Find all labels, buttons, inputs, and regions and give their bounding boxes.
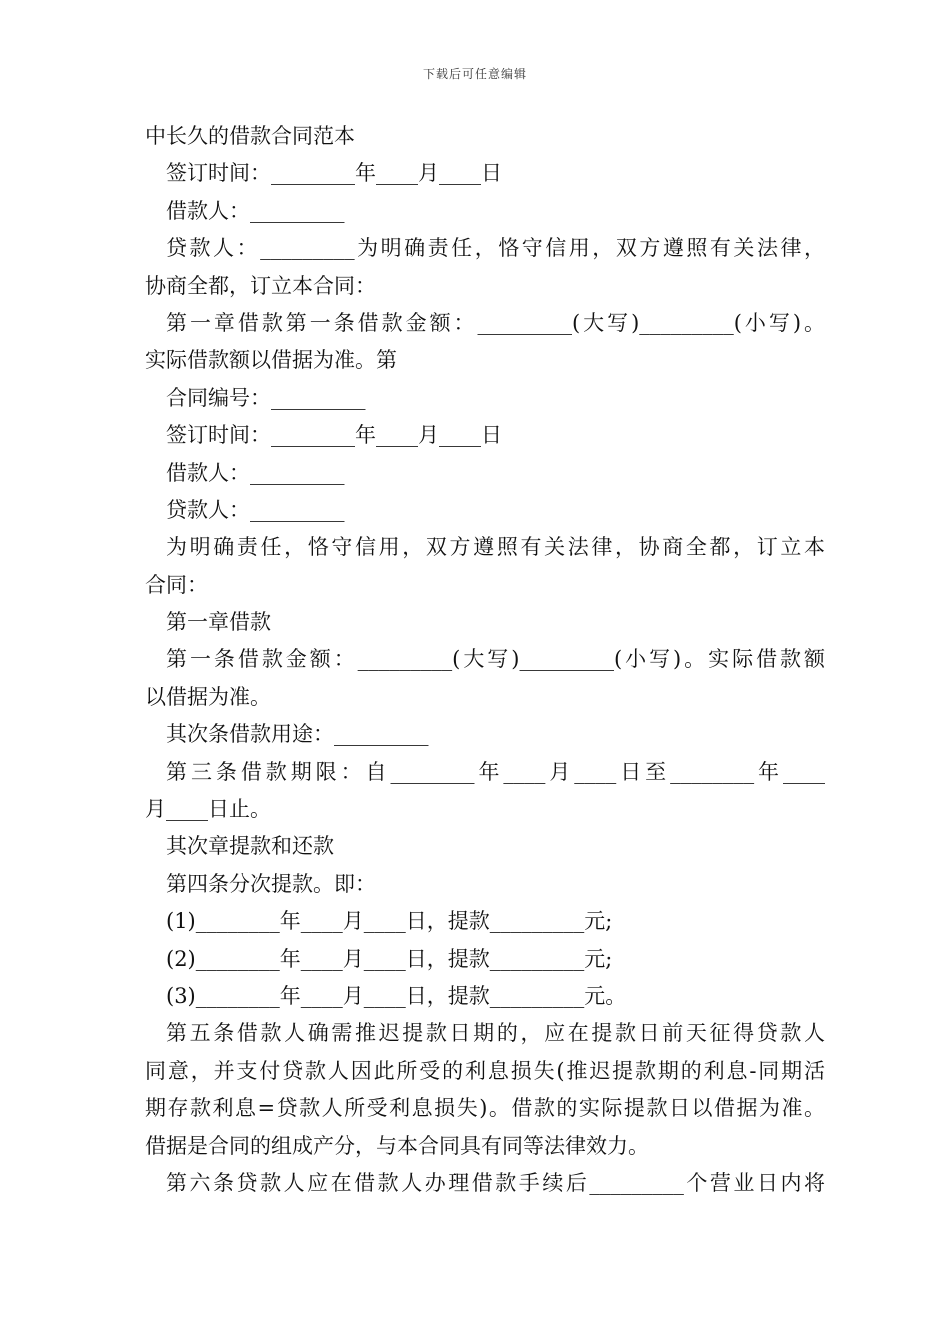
contract-body — [145, 118, 825, 1202]
contract-line: 贷款人：_________为明确责任，恪守信用，双方遵照有关法律， — [166, 236, 825, 261]
contract-line: 借款人：_________ — [166, 198, 345, 223]
contract-line: (3)________年____月____日，提款_________元。 — [166, 983, 627, 1008]
contract-line: 实际借款额以借据为准。第 — [145, 348, 397, 373]
contract-line: 第四条分次提款。即： — [166, 871, 376, 896]
contract-line: 签订时间：________年____月____日 — [166, 161, 502, 186]
contract-line: 贷款人：_________ — [166, 497, 345, 522]
contract-line: 期存款利息=贷款人所受利息损失)。借款的实际提款日以借据为准。 — [145, 1096, 825, 1121]
contract-line: 第三条借款期限：自________年____月____日至________年____ — [166, 759, 825, 784]
contract-line: 借据是合同的组成产分，与本合同具有同等法律效力。 — [145, 1133, 649, 1158]
contract-line: 签订时间：________年____月____日 — [166, 423, 502, 448]
page-header: 下载后可任意编辑 — [422, 67, 527, 81]
contract-line: 其次章提款和还款 — [166, 834, 334, 859]
contract-line: 为明确责任，恪守信用，双方遵照有关法律，协商全都，订立本 — [166, 535, 825, 560]
contract-line: 月____日止。 — [145, 797, 271, 822]
contract-line: 其次条借款用途：_________ — [166, 722, 429, 747]
contract-line: 以借据为准。 — [145, 684, 271, 709]
contract-line: (1)________年____月____日，提款_________元; — [166, 909, 613, 934]
contract-line: 第五条借款人确需推迟提款日期的，应在提款日前天征得贷款人 — [166, 1021, 825, 1046]
contract-line: 中长久的借款合同范本 — [145, 124, 355, 148]
contract-line: 协商全都，订立本合同： — [145, 273, 376, 298]
contract-line: 第一章借款 — [166, 610, 271, 635]
contract-line: (2)________年____月____日，提款_________元; — [166, 946, 613, 971]
contract-line: 第六条贷款人应在借款人办理借款手续后_________个营业日内将 — [166, 1170, 825, 1195]
contract-line: 合同编号：_________ — [166, 385, 366, 410]
contract-line: 第一章借款第一条借款金额：_________(大写)_________(小写)。 — [166, 310, 825, 335]
contract-line: 借款人：_________ — [166, 460, 345, 485]
contract-line: 同意，并支付贷款人因此所受的利息损失(推迟提款期的利息-同期活 — [145, 1058, 825, 1083]
contract-line: 合同： — [145, 572, 208, 597]
contract-line: 第一条借款金额：_________(大写)_________(小写)。实际借款额 — [166, 647, 825, 672]
